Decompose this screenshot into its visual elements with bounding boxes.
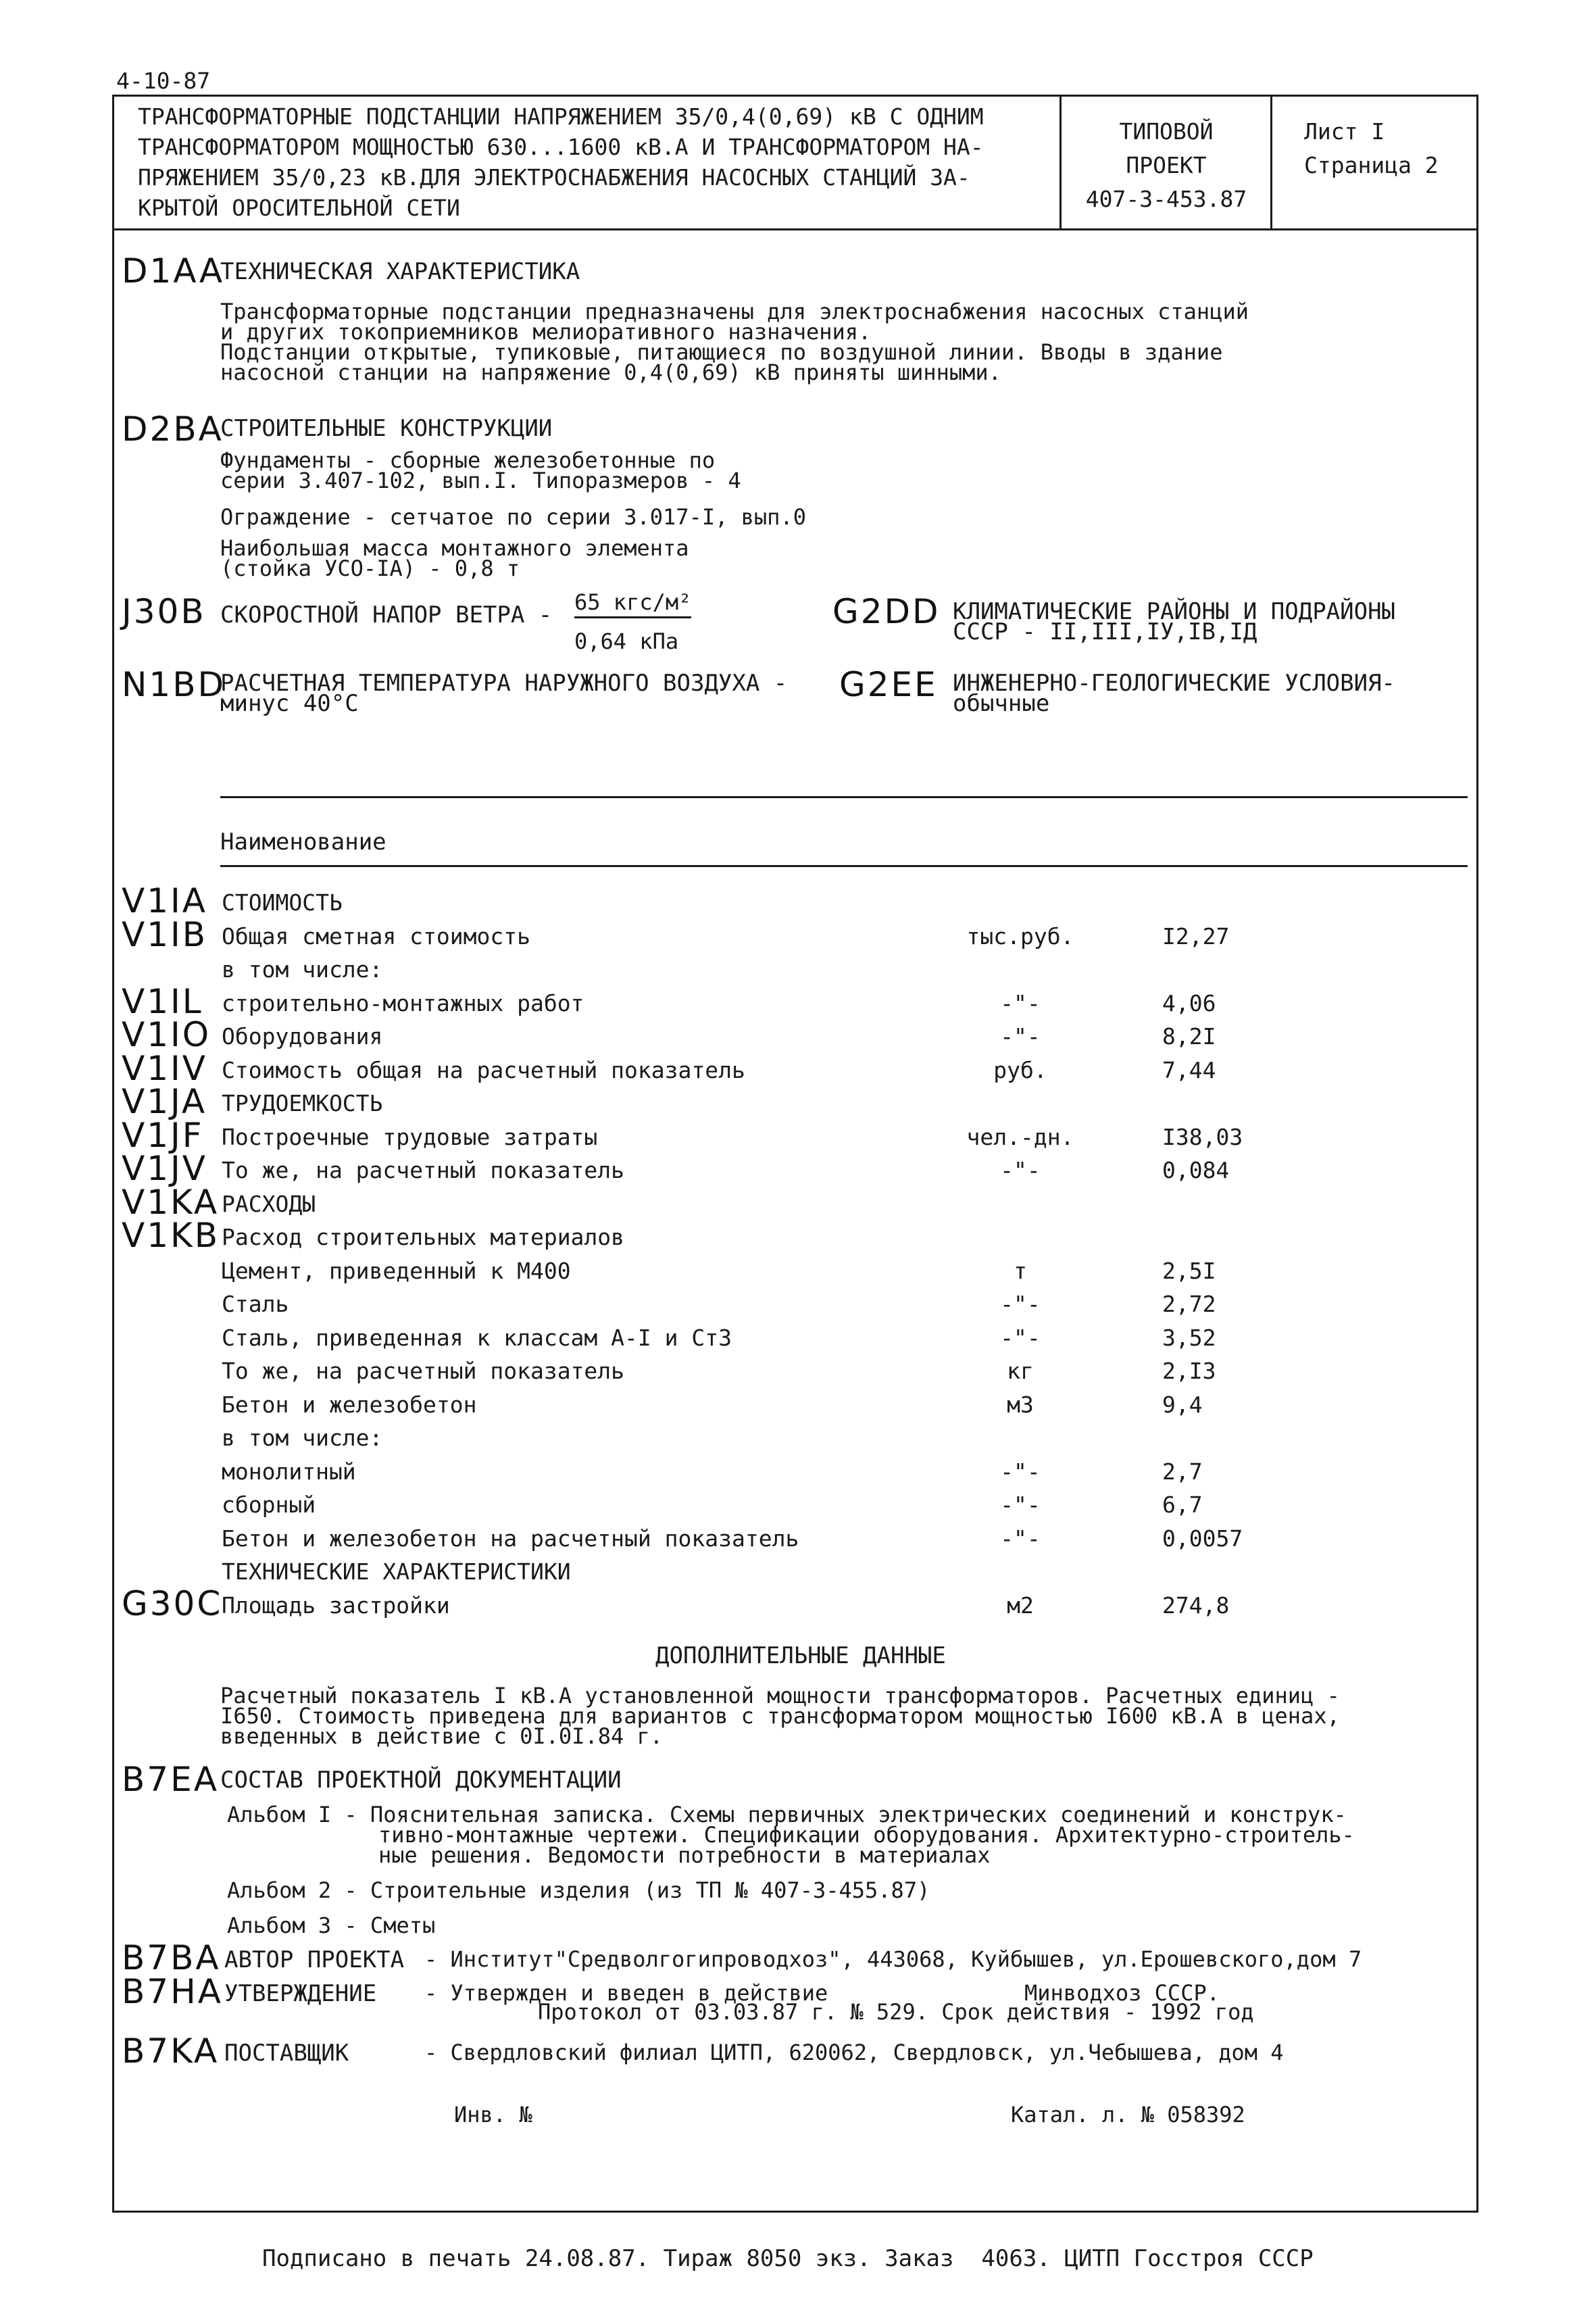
row-code: V1JF: [122, 1116, 204, 1155]
table-header-rule: [220, 865, 1468, 867]
header-title-line: ПРЯЖЕНИЕМ 35/0,23 кВ.ДЛЯ ЭЛЕКТРОСНАБЖЕНИЯ НАСОСНЫХ СТАНЦИЙ ЗА-: [138, 164, 970, 191]
constr-line: серии 3.407-102, вып.I. Типоразмеров - 4: [220, 468, 741, 493]
doc-number: 4-10-87: [116, 68, 211, 94]
header-title-line: КРЫТОЙ ОРОСИТЕЛЬНОЙ СЕТИ: [138, 195, 460, 221]
constr-line: Фундаменты - сборные железобетонные по: [220, 447, 716, 473]
header-title-line: ТРАНСФОРМАТОРНЫЕ ПОДСТАНЦИИ НАПРЯЖЕНИЕМ 35/0,4(0,69) кВ С ОДНИМ: [138, 103, 984, 130]
row-code: G30C: [122, 1584, 223, 1623]
approval-text-2: Протокол от 03.03.87 г. № 529. Срок действия - 1992 год: [538, 1999, 1254, 2025]
row-unit: -"-: [1000, 1492, 1041, 1518]
row-name: сборный: [222, 1492, 316, 1518]
code-temp: N1BD: [122, 665, 226, 704]
row-name: РАСХОДЫ: [222, 1191, 316, 1217]
row-value: 6,7: [1162, 1492, 1203, 1518]
album1-line: тивно-монтажные чертежи. Спецификации оборудования. Архитектурно-строитель-: [378, 1822, 1355, 1848]
row-unit: -"-: [1000, 1325, 1041, 1351]
row-code: V1IL: [122, 982, 203, 1021]
tech-title: ТЕХНИЧЕСКАЯ ХАРАКТЕРИСТИКА: [220, 258, 580, 285]
row-value: I38,03: [1162, 1124, 1243, 1150]
row-unit: -"-: [1000, 1291, 1041, 1317]
row-value: 7,44: [1162, 1057, 1216, 1083]
row-value: 2,5I: [1162, 1258, 1216, 1284]
approval-ministry: Минводхоз СССР.: [1024, 1980, 1220, 2006]
row-name: Расход строительных материалов: [222, 1224, 625, 1250]
code-tech: D1AA: [122, 251, 225, 291]
code-approval: B7HA: [122, 1972, 223, 2011]
row-unit: м3: [1007, 1392, 1034, 1418]
row-unit: -"-: [1000, 1458, 1041, 1485]
sheet-line: Страница 2: [1304, 152, 1439, 178]
temp-line: РАСЧЕТНАЯ ТЕМПЕРАТУРА НАРУЖНОГО ВОЗДУХА -: [220, 670, 788, 697]
code-climate: G2DD: [832, 592, 941, 631]
approval-label: УТВЕРЖДЕНИЕ: [224, 1980, 377, 2007]
inventory-number: Инв. №: [454, 2102, 532, 2127]
header-vline-1: [1059, 95, 1062, 228]
row-unit: кг: [1007, 1358, 1034, 1384]
header-type-project: [1062, 115, 1270, 216]
constr-title: СТРОИТЕЛЬНЫЕ КОНСТРУКЦИИ: [220, 415, 553, 442]
row-value: 0,0057: [1162, 1525, 1243, 1552]
row-unit: -"-: [1000, 990, 1041, 1016]
row-unit: тыс.руб.: [966, 923, 1074, 950]
code-author: B7BA: [122, 1938, 221, 1977]
sheet-line: Лист I: [1304, 118, 1385, 145]
additional-line: Расчетный показатель I кВ.А установленной мощности трансформаторов. Расчетных единиц -: [220, 1683, 1340, 1708]
footer-print-info: Подписано в печать 24.08.87. Тираж 8050 экз. Заказ 4063. ЦИТП Госстроя СССР: [262, 2245, 1314, 2272]
constr-foundation: [220, 447, 741, 493]
additional-line: введенных в действие с 0I.0I.84 г.: [220, 1723, 664, 1749]
code-supplier: B7KA: [122, 2032, 220, 2071]
row-value: 8,2I: [1162, 1023, 1216, 1050]
row-name: в том числе:: [222, 956, 383, 983]
supplier-label: ПОСТАВЩИК: [224, 2040, 349, 2067]
constr-line: Ограждение - сетчатое по серии 3.017-I, вып.0: [220, 504, 806, 530]
row-value: I2,27: [1162, 923, 1230, 950]
album-3: Альбом 3 - Сметы: [227, 1913, 436, 1938]
row-code: V1JV: [122, 1149, 207, 1188]
row-code: V1IV: [122, 1049, 207, 1088]
row-value: 4,06: [1162, 990, 1216, 1016]
row-code: V1IA: [122, 881, 207, 920]
row-name: То же, на расчетный показатель: [222, 1358, 625, 1384]
row-code: V1KA: [122, 1183, 220, 1222]
header-title-line: ТРАНСФОРМАТОРОМ МОЩНОСТЬЮ 630...1600 кВ.А И ТРАНСФОРМАТОРОМ НА-: [138, 134, 984, 160]
climate-text: [953, 598, 1396, 645]
album-2: Альбом 2 - Строительные изделия (из ТП № 407-3-455.87): [227, 1877, 930, 1903]
header-sheet: [1304, 115, 1439, 182]
row-name: Сталь, приведенная к классам А-I и Ст3: [222, 1325, 732, 1351]
supplier-text: - Свердловский филиал ЦИТП, 620062, Свердловск, ул.Чебышева, дом 4: [424, 2040, 1284, 2065]
row-code: V1IB: [122, 915, 208, 954]
row-name: Бетон и железобетон на расчетный показатель: [222, 1525, 799, 1552]
code-wind: J30B: [122, 592, 206, 631]
header-title: [138, 101, 984, 223]
row-name: Сталь: [222, 1291, 289, 1317]
row-name: Стоимость общая на расчетный показатель: [222, 1057, 745, 1083]
geo-line: ИНЖЕНЕРНО-ГЕОЛОГИЧЕСКИЕ УСЛОВИЯ-: [953, 670, 1396, 697]
row-name: СТОИМОСТЬ: [222, 889, 343, 916]
row-value: 3,52: [1162, 1325, 1216, 1351]
wind-value-1: 65 кгс/м²: [574, 589, 691, 618]
row-code: V1IO: [122, 1015, 211, 1054]
additional-text: [220, 1683, 1340, 1749]
table-top-rule: [220, 796, 1468, 798]
code-constr: D2BA: [122, 410, 224, 449]
geo-text: [953, 670, 1396, 717]
additional-line: I650. Стоимость приведена для вариантов с трансформатором мощностью I600 кВ.А в ценах,: [220, 1703, 1340, 1729]
geo-line: обычные: [953, 690, 1050, 717]
row-name: Построечные трудовые затраты: [222, 1124, 598, 1150]
type-line: ПРОЕКТ: [1126, 152, 1207, 178]
constr-line: (стойка УСО-IA) - 0,8 т: [220, 556, 520, 581]
row-name: в том числе:: [222, 1425, 383, 1451]
row-value: 274,8: [1162, 1592, 1230, 1619]
row-name: Общая сметная стоимость: [222, 923, 530, 950]
album1-line: Альбом I - Пояснительная записка. Схемы первичных электрических соединений и конструк-: [227, 1802, 1347, 1827]
constr-mass: [220, 535, 689, 581]
row-name: строительно-монтажных работ: [222, 990, 584, 1016]
tech-line: Трансформаторные подстанции предназначены для электроснабжения насосных станций: [220, 299, 1249, 324]
header-vline-2: [1270, 95, 1272, 228]
climate-line: СССР - II,III,IУ,IВ,IД: [953, 618, 1257, 645]
album-1: [227, 1802, 1355, 1868]
header-divider: [112, 228, 1476, 230]
wind-label: СКОРОСТНОЙ НАПОР ВЕТРА -: [220, 601, 553, 629]
climate-line: КЛИМАТИЧЕСКИЕ РАЙОНЫ И ПОДРАЙОНЫ: [953, 598, 1396, 625]
temp-text: [220, 670, 788, 717]
row-name: монолитный: [222, 1458, 356, 1485]
code-composition: B7EA: [122, 1760, 219, 1799]
type-line: ТИПОВОЙ: [1119, 118, 1214, 145]
row-unit: чел.-дн.: [966, 1124, 1074, 1150]
row-unit: руб.: [993, 1057, 1047, 1083]
row-name: Цемент, приведенный к М400: [222, 1258, 571, 1284]
row-unit: -"-: [1000, 1157, 1041, 1183]
additional-title: ДОПОЛНИТЕЛЬНЫЕ ДАННЫЕ: [655, 1642, 946, 1669]
approval-text-1: - Утвержден и введен в действие: [424, 1980, 828, 2006]
row-name: Оборудования: [222, 1023, 383, 1050]
table-header-name: Наименование: [220, 829, 386, 856]
author-text: - Институт"Средволгогипроводхоз", 443068, Куйбышев, ул.Ерошевского,дом 7: [424, 1946, 1362, 1972]
row-value: 0,084: [1162, 1157, 1230, 1183]
tech-line: и других токоприемников мелиоративного назначения.: [220, 319, 872, 345]
tech-line: Подстанции открытые, тупиковые, питающиеся по воздушной линии. Вводы в здание: [220, 339, 1223, 365]
row-code: V1JA: [122, 1082, 207, 1121]
row-value: 2,72: [1162, 1291, 1216, 1317]
code-geo: G2EE: [839, 665, 938, 704]
catalog-number: Катал. л. № 058392: [1011, 2102, 1245, 2127]
row-unit: -"-: [1000, 1023, 1041, 1050]
row-code: V1KB: [122, 1216, 220, 1255]
tech-line: насосной станции на напряжение 0,4(0,69) кВ приняты шинными.: [220, 360, 1001, 385]
row-value: 9,4: [1162, 1392, 1203, 1418]
author-label: АВТОР ПРОЕКТА: [224, 1946, 405, 1973]
album1-line: ные решения. Ведомости потребности в материалах: [378, 1842, 991, 1868]
row-name: Площадь застройки: [222, 1592, 450, 1619]
constr-line: Наибольшая масса монтажного элемента: [220, 535, 689, 561]
row-unit: т: [1014, 1258, 1027, 1284]
row-unit: м2: [1007, 1592, 1034, 1619]
composition-title: СОСТАВ ПРОЕКТНОЙ ДОКУМЕНТАЦИИ: [220, 1767, 622, 1794]
row-name: Бетон и железобетон: [222, 1392, 477, 1418]
row-name: То же, на расчетный показатель: [222, 1157, 625, 1183]
row-value: 2,I3: [1162, 1358, 1216, 1384]
wind-value-2: 0,64 кПа: [574, 629, 679, 654]
temp-line: минус 40°С: [220, 690, 359, 717]
row-value: 2,7: [1162, 1458, 1203, 1485]
type-line: 407-3-453.87: [1085, 186, 1247, 212]
row-unit: -"-: [1000, 1525, 1041, 1552]
tech-text: [220, 301, 1249, 383]
row-name: ТЕХНИЧЕСКИЕ ХАРАКТЕРИСТИКИ: [222, 1558, 571, 1585]
row-name: ТРУДОЕМКОСТЬ: [222, 1090, 383, 1116]
